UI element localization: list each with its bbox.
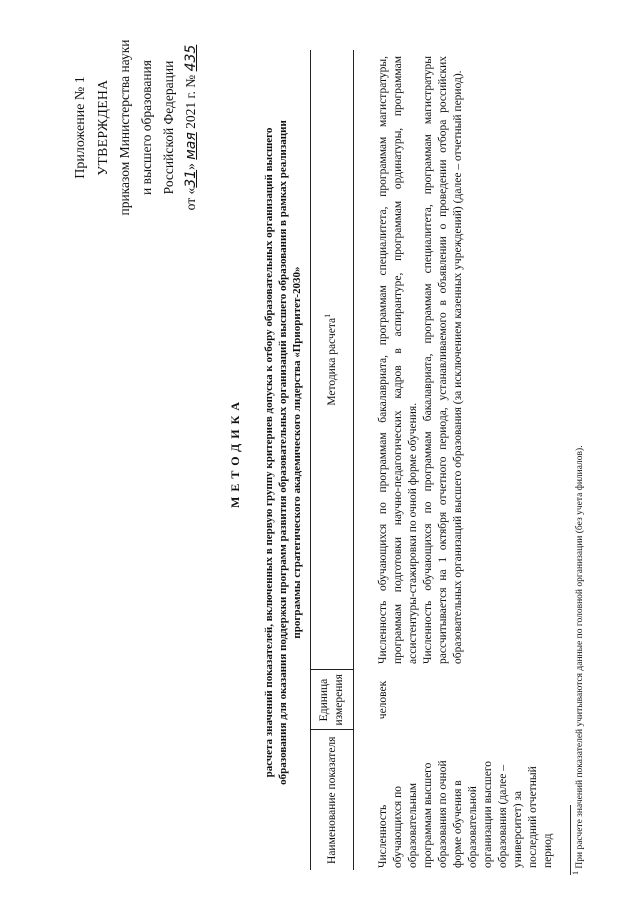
header-footnote-mark: 1 [322,313,332,318]
appendix-number: Приложение № 1 [73,76,88,179]
approval-block [70,20,202,235]
table-row [354,50,557,870]
unit-cell: человек [377,680,389,720]
method-paragraph-2: Численность обучающихся по программам бакалавриата, программам специалитета, программам магистратуры рассчитывается на 1 октября отчетного периода, устанавливаемого в объявлении о проведении отбора российских образовательных организаций высшего образования (за исключением казенных учреждений) (далее – отчетный период). [422,56,464,664]
order-line-1: приказом Министерства науки [117,39,132,216]
date-year: 2021 г. № [183,71,198,133]
method-paragraph-1: Численность обучающихся по программам бакалавриата, программам специалитета, программам магистратуры, программам подготовки научно-педагогических кадров в аспирантуре, программам ординатуры, программам ассистентуры-стажировки по очной форме обучения. [377,56,419,664]
order-line-2: и высшего образования [139,60,154,195]
indicators-table [310,50,556,870]
date-prefix: от « [183,187,198,211]
date-day-handwritten: 31 [183,169,199,188]
date-mid: » [183,159,198,170]
header-unit: Единица измерения [311,670,354,730]
table-header-row [311,50,354,870]
order-line-3: Российской Федерации [161,60,176,195]
header-method-label: Методика расчета [325,317,338,406]
order-number-handwritten: 435 [183,44,199,72]
date-month-handwritten: мая [183,132,199,160]
footnote-mark: 1 [570,871,580,875]
footnote-text: При расчете значений показателей учитываются данные по головной организации (без учета филиалов). [575,445,585,871]
approved-label: УТВЕРЖДЕНА [95,79,110,176]
method-cell [354,50,557,670]
header-indicator-name: Наименование показателя [311,730,354,870]
footnote [570,55,586,875]
document-title: МЕТОДИКА [228,397,242,508]
indicator-name-cell: Численность обучающихся по образовательным программам высшего образования по очной форме обучения в образовательной организации высшего образования (далее – университет) за последний отчетный период [377,760,554,868]
document-subtitle: расчета значений показателей, включенных в первую группу критериев допуска к отбору образовательных организаций высшего образования для оказания поддержки программ развития образовательных организаций высшего образования в рамках реализации программы стратегического академического лидерства «Приоритет-2030» [263,120,303,785]
header-method [311,50,354,670]
footnote-divider [570,805,571,875]
order-date-line [180,20,202,235]
